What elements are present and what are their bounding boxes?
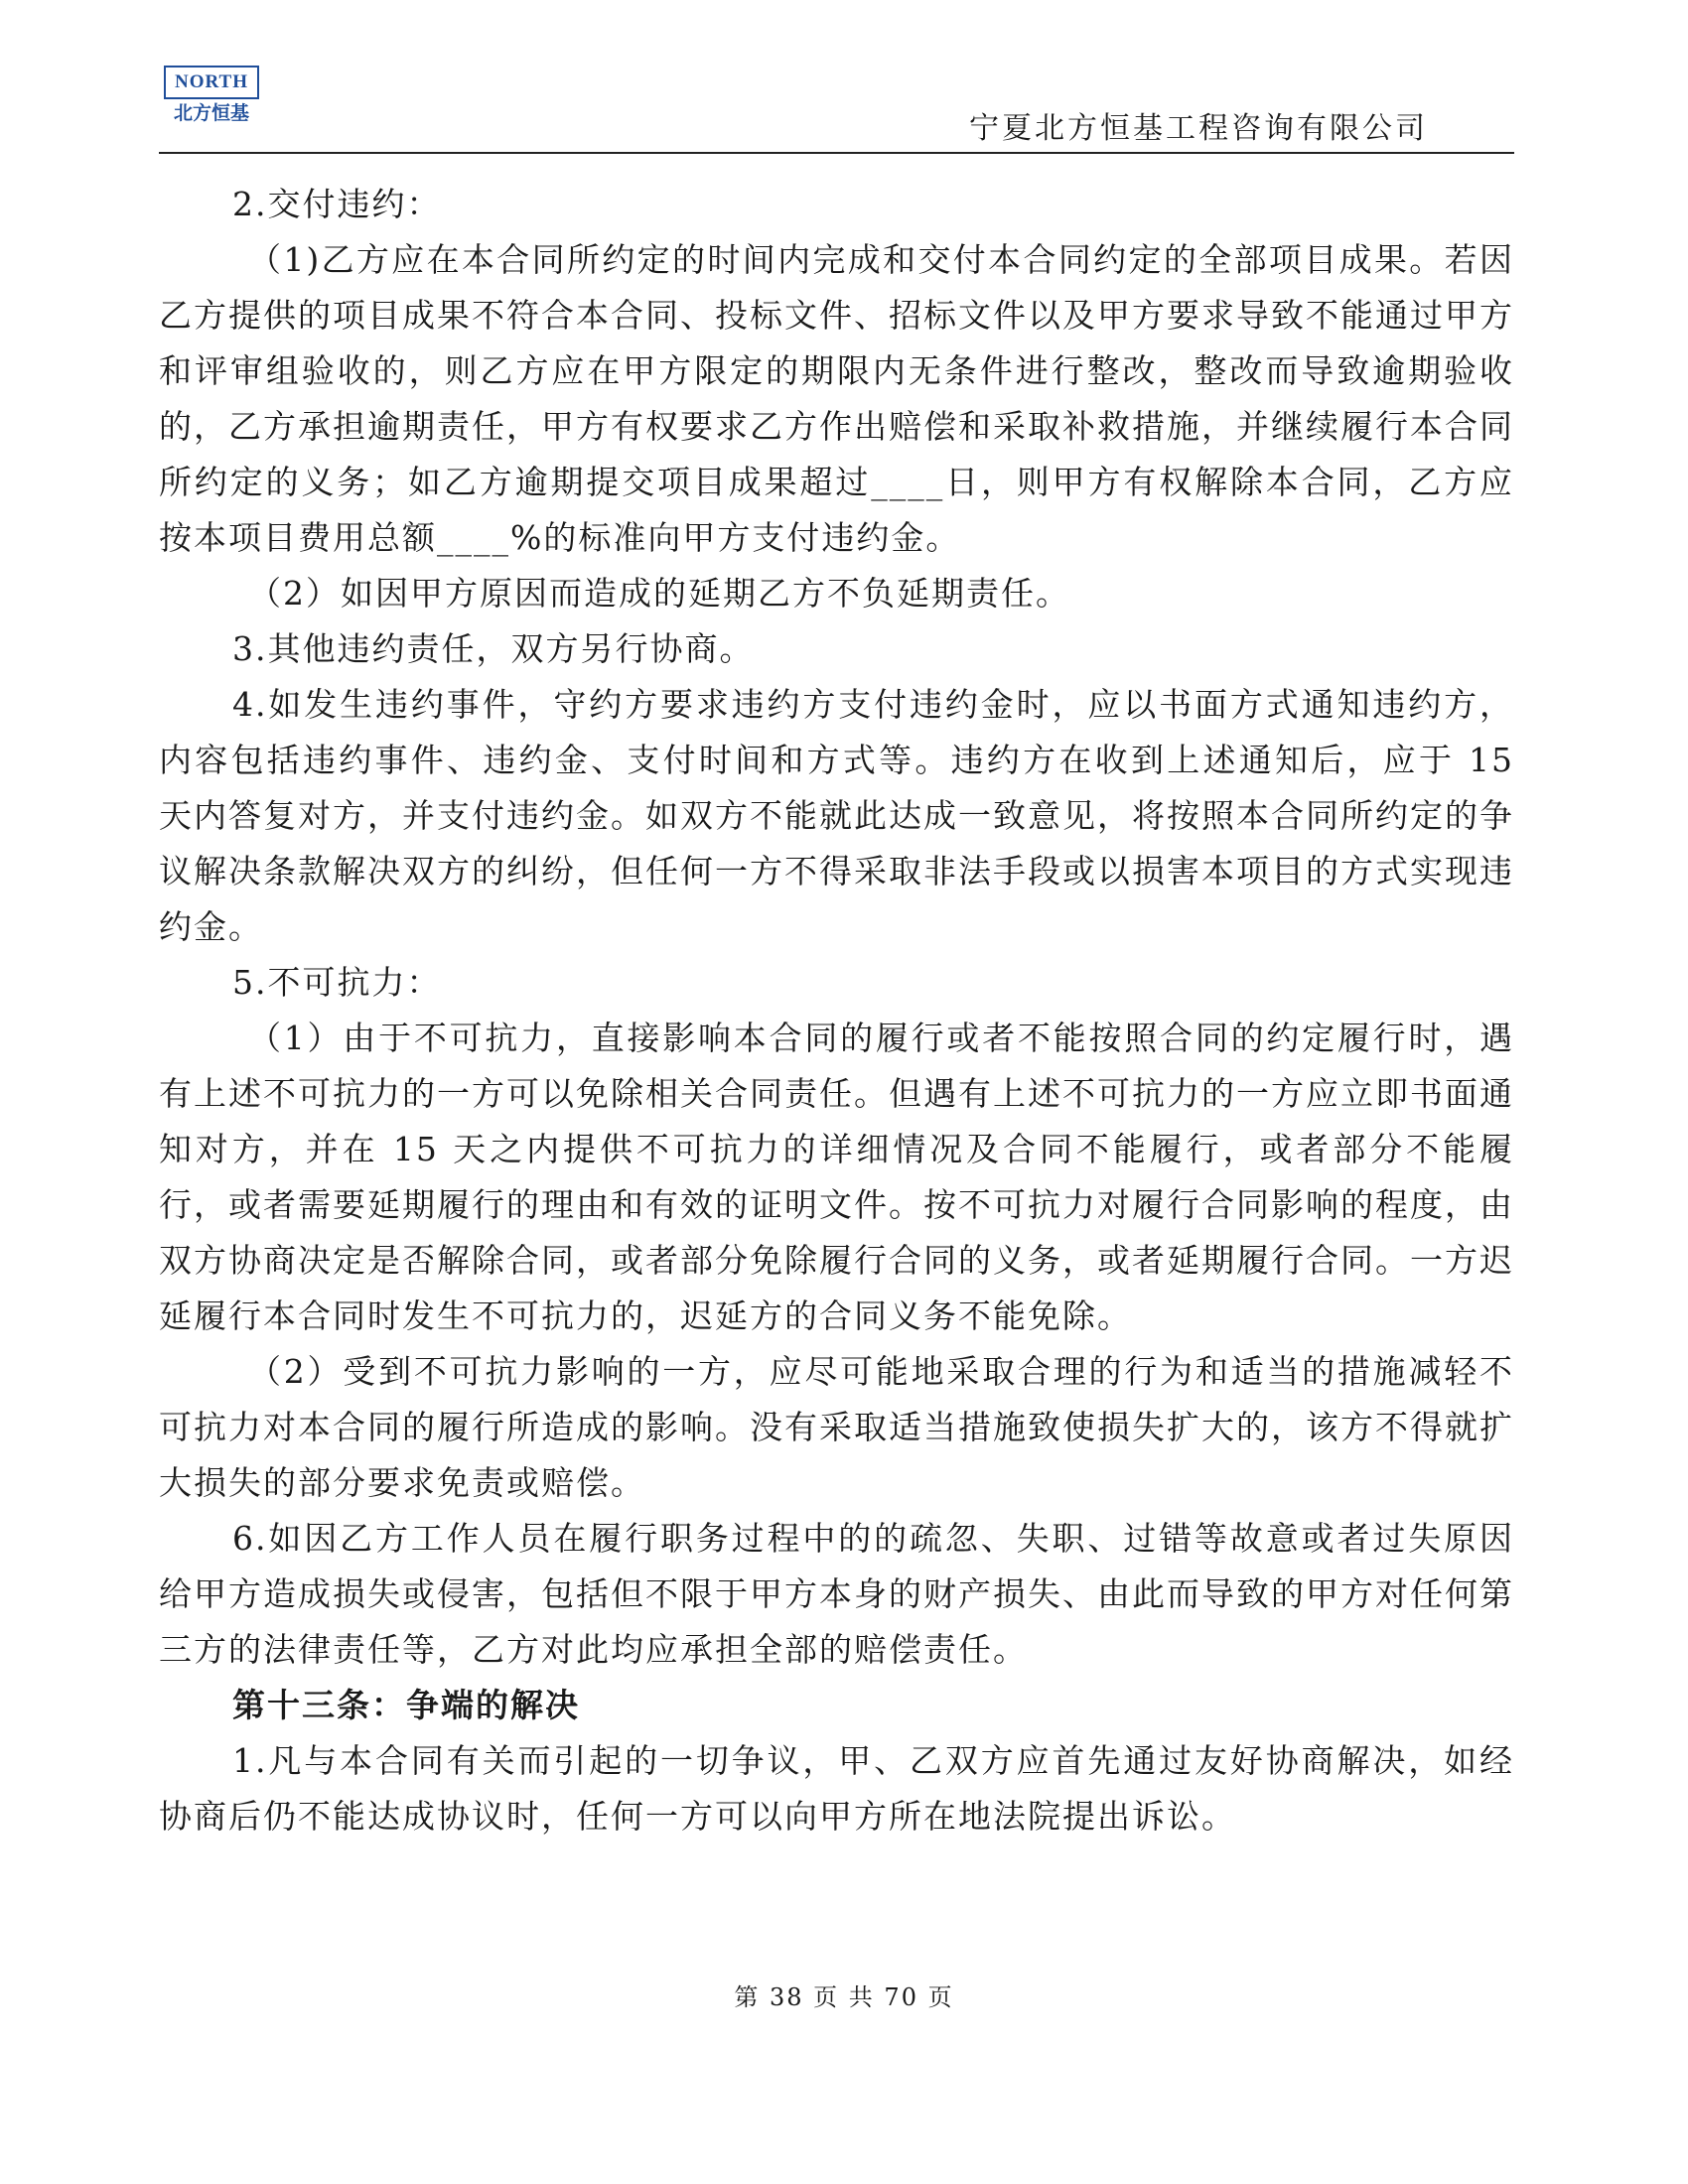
paragraph: （1）由于不可抗力，直接影响本合同的履行或者不能按照合同的约定履行时，遇有上述不可抗力的一方可以免除相关合同责任。但遇有上述不可抗力的一方应立即书面通知对方，并在 15 天之内提供不可抗力的详细情况及合同不能履行，或者部分不能履行，或者需要延期履行的理由和有效的证明文件。按不可抗力对履行合同影响的程度，由双方协商决定是否解除合同，或者部分免除履行合同的义务，或者延期履行合同。一方迟延履行本合同时发生不可抗力的，迟延方的合同义务不能免除。 <box>159 1019 1514 1335</box>
header-divider <box>159 152 1514 154</box>
paragraph: 6.如因乙方工作人员在履行职务过程中的的疏忽、失职、过错等故意或者过失原因给甲方造成损失或侵害，包括但不限于甲方本身的财产损失、由此而导致的甲方对任何第三方的法律责任等，乙方对此均应承担全部的赔偿责任。 <box>159 1519 1514 1669</box>
logo-text: NORTH <box>164 66 259 99</box>
page-number: 第 38 页 共 70 页 <box>734 1983 954 2011</box>
paragraph: （2）如因甲方原因而造成的延期乙方不负延期责任。 <box>248 574 1070 613</box>
logo-subtext: 北方恒基 <box>173 102 249 124</box>
document-body <box>159 177 1514 1844</box>
paragraph: 2.交付违约： <box>232 185 442 223</box>
company-logo <box>164 66 259 125</box>
company-name: 宁夏北方恒基工程咨询有限公司 <box>969 111 1428 146</box>
section-heading: 第十三条：争端的解决 <box>232 1686 580 1724</box>
paragraph: 4.如发生违约事件，守约方要求违约方支付违约金时，应以书面方式通知违约方，内容包括违约事件、违约金、支付时间和方式等。违约方在收到上述通知后，应于 15 天内答复对方，并支付违约金。如双方不能就此达成一致意见，将按照本合同所约定的争议解决条款解决双方的纠纷，但任何一方不得采取非法手段或以损害本项目的方式实现违约金。 <box>159 685 1514 946</box>
paragraph: 5.不可抗力： <box>232 963 442 1002</box>
paragraph: 1.凡与本合同有关而引起的一切争议，甲、乙双方应首先通过友好协商解决，如经协商后仍不能达成协议时，任何一方可以向甲方所在地法院提出诉讼。 <box>159 1741 1514 1836</box>
paragraph: 3.其他违约责任，双方另行协商。 <box>232 629 755 668</box>
paragraph: （2）受到不可抗力影响的一方，应尽可能地采取合理的行为和适当的措施减轻不可抗力对本合同的履行所造成的影响。没有采取适当措施致使损失扩大的，该方不得就扩大损失的部分要求免责或赔偿。 <box>159 1352 1514 1502</box>
paragraph: （1)乙方应在本合同所约定的时间内完成和交付本合同约定的全部项目成果。若因乙方提供的项目成果不符合本合同、投标文件、招标文件以及甲方要求导致不能通过甲方和评审组验收的，则乙方应在甲方限定的期限内无条件进行整改，整改而导致逾期验收的，乙方承担逾期责任，甲方有权要求乙方作出赔偿和采取补救措施，并继续履行本合同所约定的义务；如乙方逾期提交项目成果超过____日，则甲方有权解除本合同，乙方应按本项目费用总额____%的标准向甲方支付违约金。 <box>159 240 1514 557</box>
